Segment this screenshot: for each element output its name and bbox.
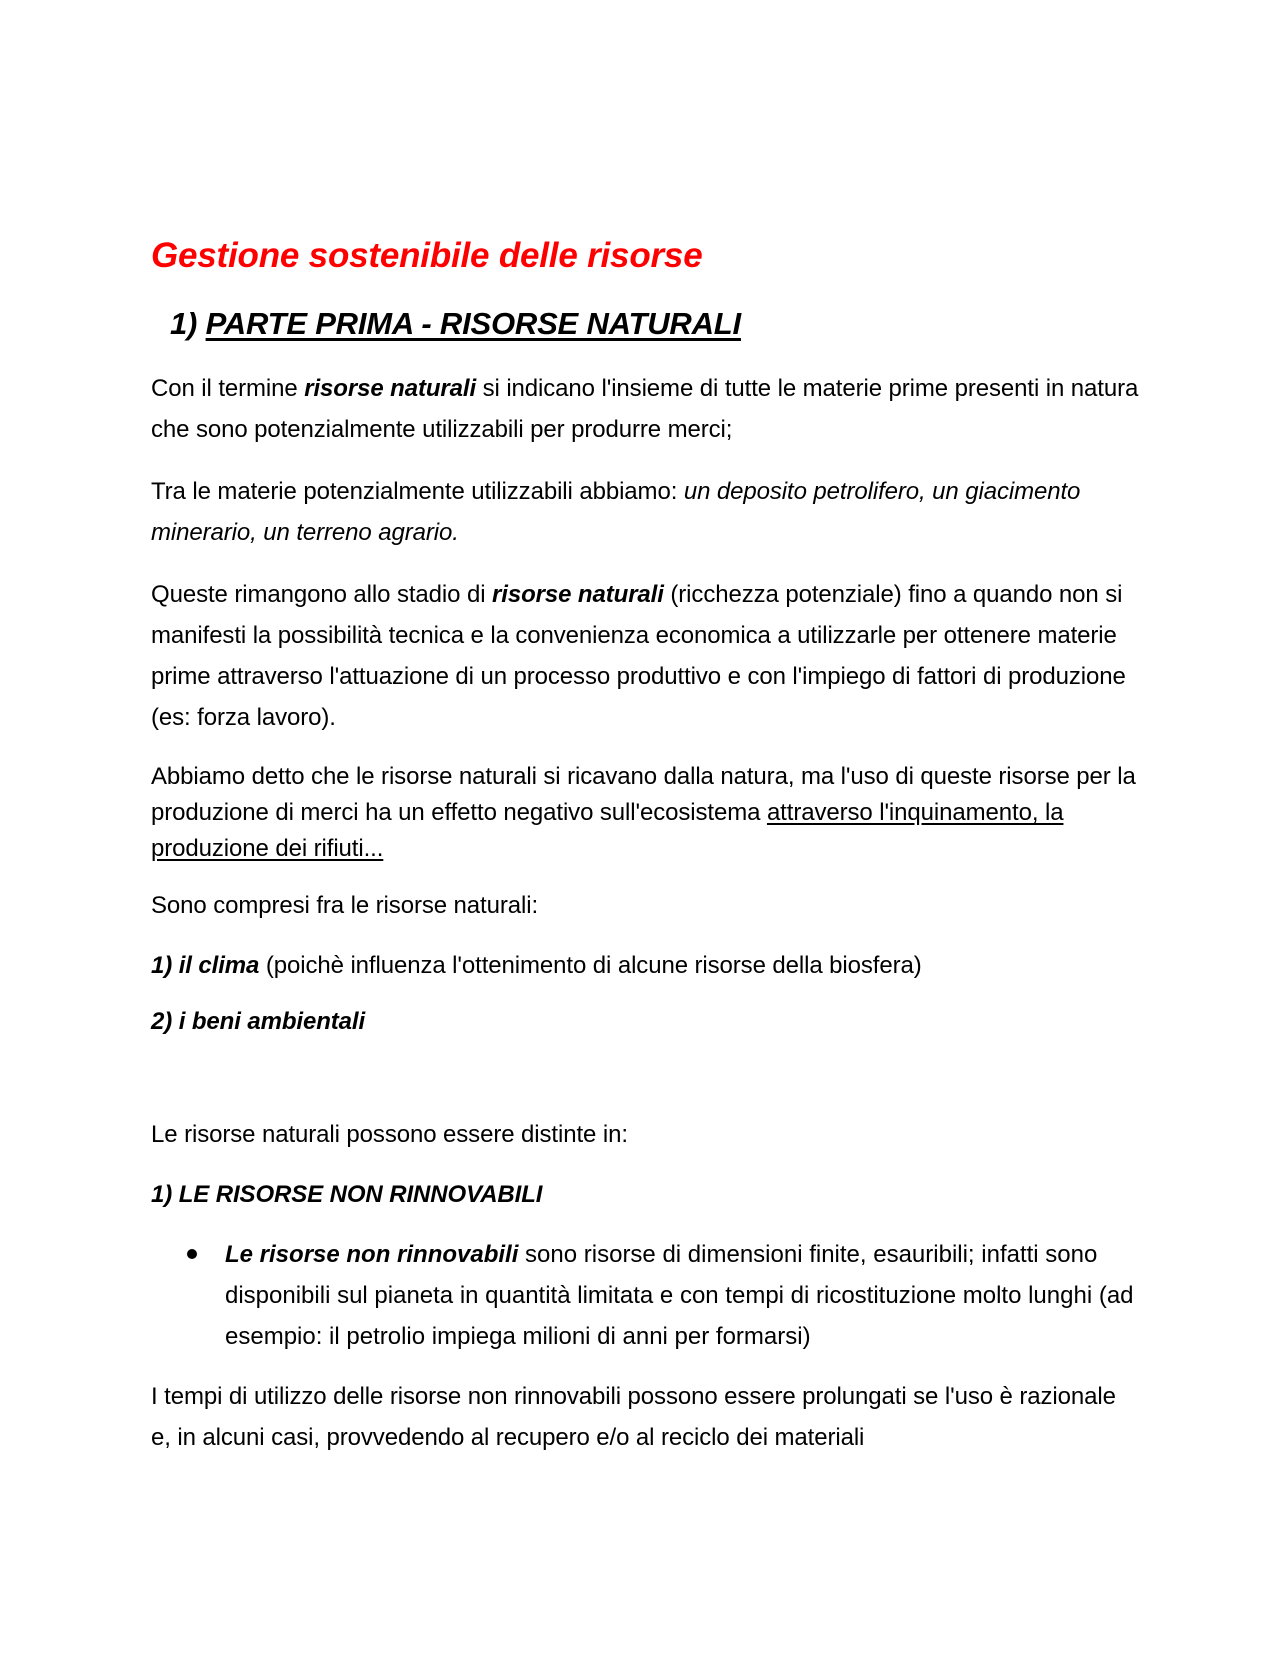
- section-number: 1): [170, 306, 198, 341]
- paragraph-examples: [151, 471, 1141, 553]
- subheading-non-renewable: 1) LE RISORSE NON RINNOVABILI: [151, 1181, 543, 1208]
- emphasis-term: risorse naturali: [492, 581, 664, 608]
- list-item: [151, 1234, 1141, 1357]
- list-item-climate: [151, 945, 1141, 986]
- list-item-label: 1) il clima: [151, 952, 260, 979]
- section-heading: [170, 302, 1141, 346]
- paragraph-definition: [151, 368, 1141, 450]
- underlined-text: attraverso l'inquinamento, la produzione dei rifiuti...: [151, 799, 1064, 862]
- bullet-dot-icon: [187, 1249, 197, 1259]
- paragraph-text: Queste rimangono allo stadio di: [151, 581, 493, 608]
- section-heading-text: PARTE PRIMA - RISORSE NATURALI: [205, 306, 741, 341]
- paragraph-text: (ricchezza potenziale) fino a quando non si manifesti la possibilità tecnica e la convenienza economica a utilizzarle per ottenere materie prime attraverso l'attuazione di un processo produttivo e con l'impiego di fattori di produzione (es: forza lavoro).: [151, 581, 1126, 731]
- paragraph-text: si indicano l'insieme di tutte le materie prime presenti in natura che sono potenzialmente utilizzabili per produrre merci;: [151, 375, 1139, 443]
- bullet-list: [151, 1234, 1141, 1357]
- document-title: Gestione sostenibile delle risorse: [151, 236, 703, 275]
- document-body: [151, 228, 1141, 1458]
- paragraph-text: Abbiamo detto che le risorse naturali si ricavano dalla natura, ma l'uso di queste risorse per la produzione di merci ha un effetto negativo sull'ecosistema: [151, 763, 1136, 826]
- paragraph-included: Sono compresi fra le risorse naturali:: [151, 892, 539, 919]
- emphasis-term: Le risorse non rinnovabili: [225, 1241, 519, 1268]
- emphasis-term: risorse naturali: [304, 375, 477, 402]
- paragraph-potential-wealth: [151, 574, 1141, 738]
- paragraph-distinction: Le risorse naturali possono essere distinte in:: [151, 1121, 628, 1148]
- paragraph-usage-time: I tempi di utilizzo delle risorse non rinnovabili possono essere prolungati se l'uso è razionale e, in alcuni casi, provvedendo al recupero e/o al reciclo dei materiali: [151, 1383, 1116, 1451]
- italic-examples: un deposito petrolifero, un giacimento minerario, un terreno agrario.: [151, 478, 1081, 546]
- paragraph-negative-effect: [151, 759, 1141, 867]
- paragraph-text: Tra le materie potenzialmente utilizzabili abbiamo:: [151, 478, 684, 505]
- paragraph-text: (poichè influenza l'ottenimento di alcune risorse della biosfera): [259, 952, 922, 979]
- paragraph-text: sono risorse di dimensioni finite, esauribili; infatti sono disponibili sul pianeta in quantità limitata e con tempi di ricostituzione molto lunghi (ad esempio: il petrolio impiega milioni di anni per formarsi): [225, 1241, 1134, 1350]
- list-item-environmental-goods: 2) i beni ambientali: [151, 1008, 366, 1035]
- paragraph-text: Con il termine: [151, 375, 305, 402]
